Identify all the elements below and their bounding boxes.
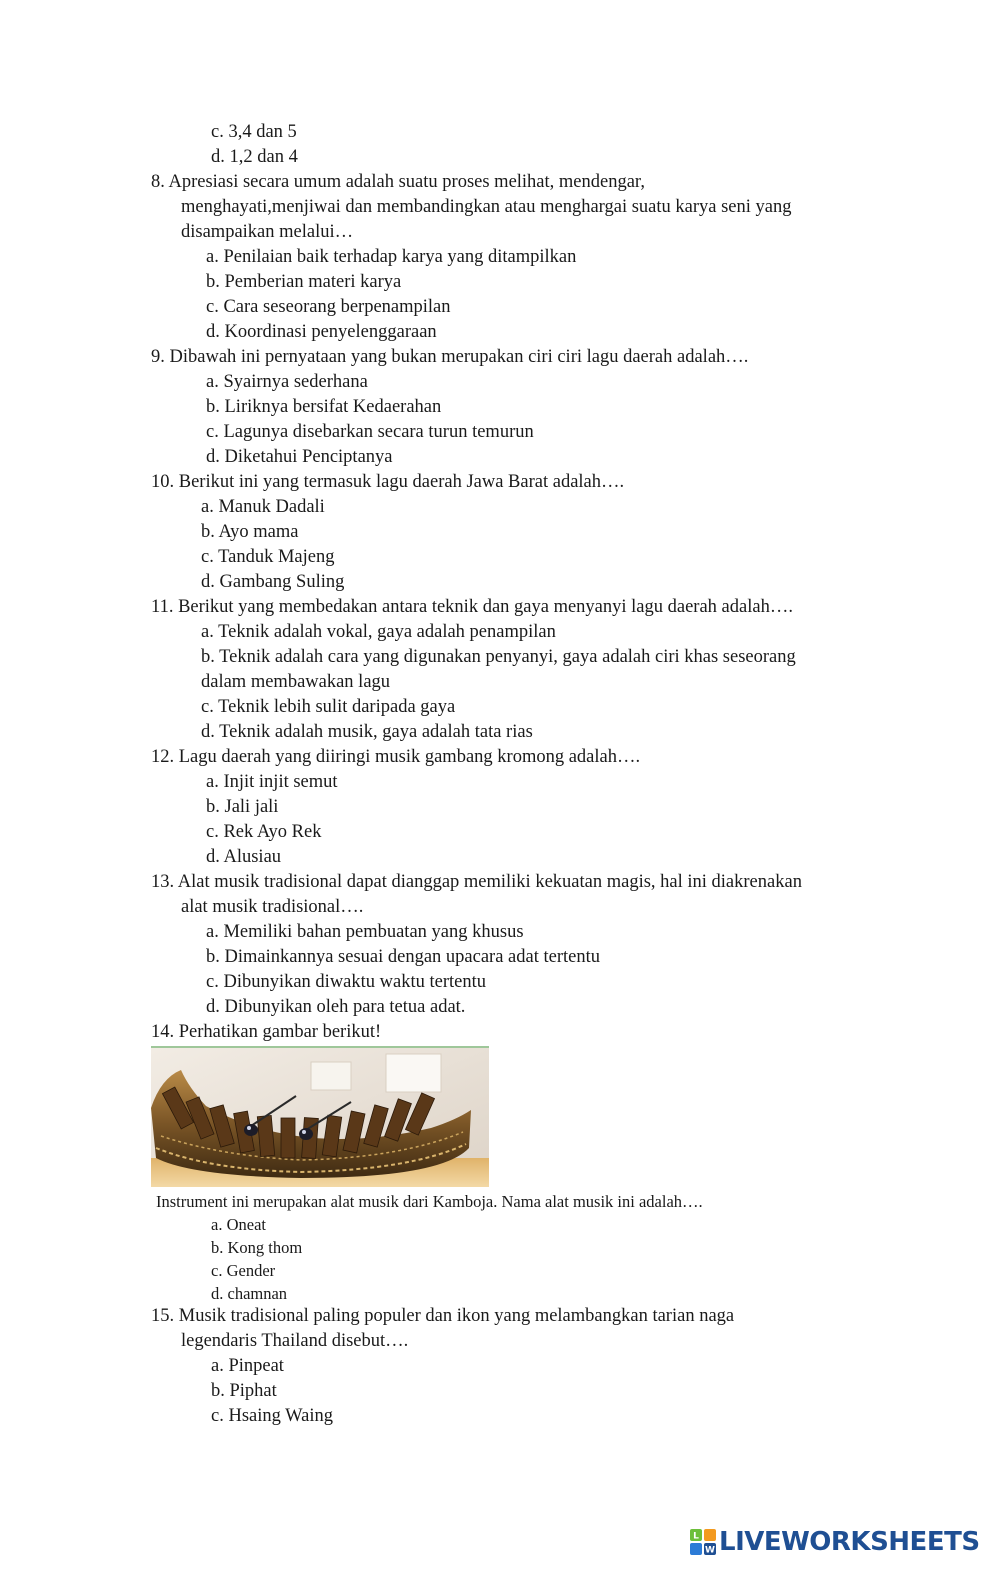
logo-letter-l: L (693, 1531, 699, 1542)
q15-option-a[interactable]: a. Pinpeat (211, 1356, 284, 1376)
q11-option-b-cont[interactable]: dalam membawakan lagu (201, 672, 391, 692)
q10-option-b[interactable]: b. Ayo mama (201, 522, 299, 542)
q14-option-a[interactable]: a. Oneat (211, 1215, 266, 1234)
q13-option-d[interactable]: d. Dibunyikan oleh para tetua adat. (206, 997, 466, 1017)
q9-option-a[interactable]: a. Syairnya sederhana (206, 372, 368, 392)
liveworksheets-logo (690, 1527, 980, 1557)
q12-option-a[interactable]: a. Injit injit semut (206, 772, 338, 792)
q7-option-c: c. 3,4 dan 5 (211, 122, 297, 142)
liveworksheets-brand-text: LIVEWORKSHEETS (719, 1527, 980, 1557)
question-14-caption: Instrument ini merupakan alat musik dari Kamboja. Nama alat musik ini adalah…. (156, 1192, 703, 1211)
q10-option-c[interactable]: c. Tanduk Majeng (201, 547, 335, 567)
q7-option-d: d. 1,2 dan 4 (211, 147, 298, 167)
question-8-text: 8. Apresiasi secara umum adalah suatu proses melihat, mendengar, (151, 172, 645, 192)
question-15-text-cont: legendaris Thailand disebut…. (181, 1331, 409, 1351)
q11-option-b[interactable]: b. Teknik adalah cara yang digunakan penyanyi, gaya adalah ciri khas seseorang (201, 647, 796, 667)
q13-option-a[interactable]: a. Memiliki bahan pembuatan yang khusus (206, 922, 524, 942)
q8-option-c[interactable]: c. Cara seseorang berpenampilan (206, 297, 451, 317)
question-13-text-cont: alat musik tradisional…. (181, 897, 364, 917)
q9-option-c[interactable]: c. Lagunya disebarkan secara turun temurun (206, 422, 534, 442)
question-11-text: 11. Berikut yang membedakan antara teknik dan gaya menyanyi lagu daerah adalah…. (151, 597, 793, 617)
q11-option-d[interactable]: d. Teknik adalah musik, gaya adalah tata rias (201, 722, 533, 742)
q14-option-d[interactable]: d. chamnan (211, 1284, 288, 1303)
instrument-photo (151, 1046, 489, 1187)
q11-option-c[interactable]: c. Teknik lebih sulit daripada gaya (201, 697, 456, 717)
q11-option-a[interactable]: a. Teknik adalah vokal, gaya adalah penampilan (201, 622, 556, 642)
q14-option-c[interactable]: c. Gender (211, 1261, 276, 1280)
q13-option-b[interactable]: b. Dimainkannya sesuai dengan upacara adat tertentu (206, 947, 600, 967)
q12-option-c[interactable]: c. Rek Ayo Rek (206, 822, 322, 842)
question-10-text: 10. Berikut ini yang termasuk lagu daerah Jawa Barat adalah…. (151, 472, 625, 492)
q13-option-c[interactable]: c. Dibunyikan diwaktu waktu tertentu (206, 972, 487, 992)
q12-option-d[interactable]: d. Alusiau (206, 847, 282, 867)
q10-option-a[interactable]: a. Manuk Dadali (201, 497, 325, 517)
question-15-text: 15. Musik tradisional paling populer dan ikon yang melambangkan tarian naga (151, 1306, 735, 1326)
q10-option-d[interactable]: d. Gambang Suling (201, 572, 345, 592)
question-8-text-cont: menghayati,menjiwai dan membandingkan atau menghargai suatu karya seni yang (181, 197, 792, 217)
question-13-text: 13. Alat musik tradisional dapat dianggap memiliki kekuatan magis, hal ini diakrenakan (151, 872, 802, 892)
question-9-text: 9. Dibawah ini pernyataan yang bukan merupakan ciri ciri lagu daerah adalah…. (151, 347, 749, 367)
q14-option-b[interactable]: b. Kong thom (211, 1238, 303, 1257)
q8-option-a[interactable]: a. Penilaian baik terhadap karya yang ditampilkan (206, 247, 577, 267)
q15-option-c[interactable]: c. Hsaing Waing (211, 1406, 333, 1426)
q9-option-d[interactable]: d. Diketahui Penciptanya (206, 447, 393, 467)
logo-letter-w: W (705, 1545, 715, 1555)
question-14-text: 14. Perhatikan gambar berikut! (151, 1022, 382, 1042)
q8-option-d[interactable]: d. Koordinasi penyelenggaraan (206, 322, 437, 342)
q8-option-b[interactable]: b. Pemberian materi karya (206, 272, 402, 292)
q12-option-b[interactable]: b. Jali jali (206, 797, 279, 817)
question-12-text: 12. Lagu daerah yang diiringi musik gambang kromong adalah…. (151, 747, 641, 767)
q15-option-b[interactable]: b. Piphat (211, 1381, 277, 1401)
q9-option-b[interactable]: b. Liriknya bersifat Kedaerahan (206, 397, 442, 417)
question-8-text-cont: disampaikan melalui… (181, 222, 354, 242)
liveworksheets-logo-icon (690, 1529, 716, 1555)
